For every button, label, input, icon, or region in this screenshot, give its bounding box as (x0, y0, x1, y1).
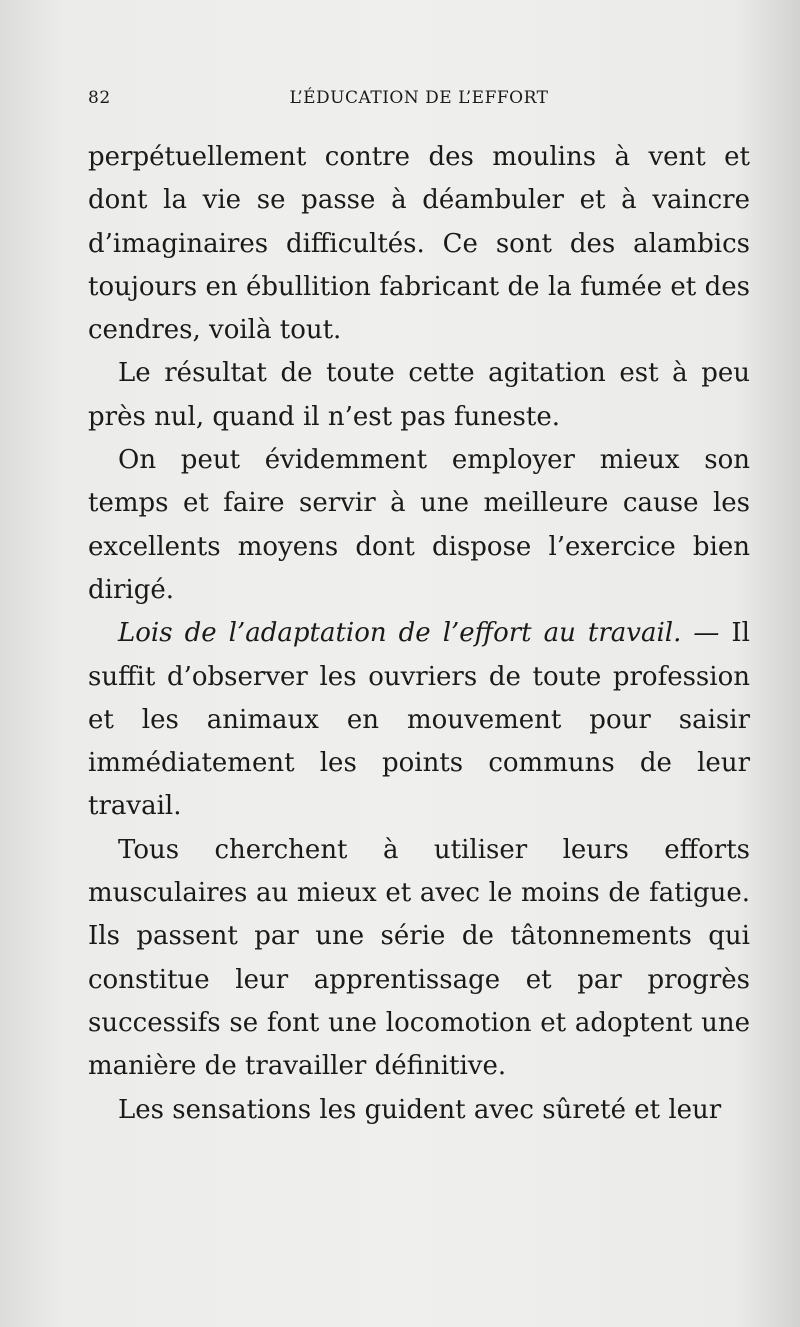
paragraph-4-text: Il suffit d’observer les ouvriers de toute profession et les animaux en mouvement pour saisir immédiatement les points communs de leur travail. (88, 618, 750, 822)
page-number: 82 (88, 88, 111, 108)
running-title: L’ÉDUCATION DE L’EFFORT (289, 88, 549, 108)
paragraph-4 (88, 612, 750, 828)
paragraph-1: perpétuellement contre des moulins à vent et dont la vie se passe à déambuler et à vaincre d’imaginaires difficultés. Ce sont des alambics toujours en ébullition fabricant de la fumée et des cendres, voilà tout. (88, 142, 750, 346)
section-heading: Lois de l’adaptation de l’effort au travail. — (118, 618, 720, 649)
paragraph-2: Le résultat de toute cette agitation est à peu près nul, quand il n’est pas funeste. (88, 358, 750, 432)
body-text (88, 136, 750, 1132)
paragraph-5: Tous cherchent à utiliser leurs efforts musculaires au mieux et avec le moins de fatigue. Ils passent par une série de tâtonnements qui constitue leur apprentissage et par progrès successifs se font une locomotion et adoptent une manière de travailler définitive. (88, 834, 750, 1082)
paragraph-3: On peut évidemment employer mieux son temps et faire servir à une meilleure cause les excellents moyens dont dispose l’exercice bien dirigé. (88, 445, 750, 605)
paragraph-6: Les sensations les guident avec sûreté et leur (118, 1094, 722, 1125)
running-head (88, 88, 750, 112)
